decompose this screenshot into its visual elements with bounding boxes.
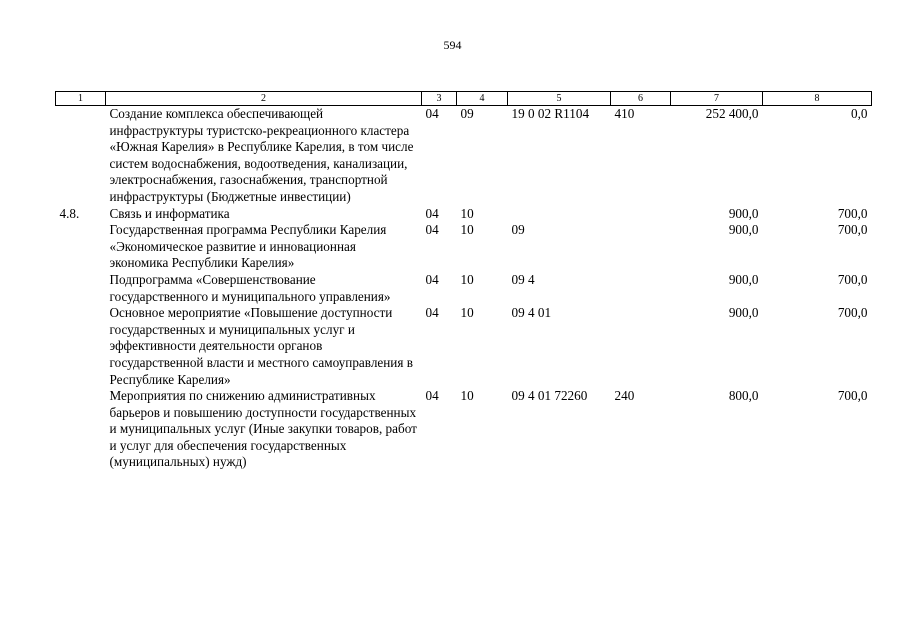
budget-table	[55, 91, 872, 471]
expense-type-code	[611, 305, 671, 388]
row-name: Мероприятия по снижению административных барьеров и повышению доступности государственных и муниципальных услуг (Иные закупки товаров, работ и услуг для обеспечения государственных (муниципальных) нужд)	[109, 388, 417, 470]
expense-type-code	[611, 222, 671, 272]
row-name: Государственная программа Республики Карелия «Экономическое развитие и инновационная экономика Республики Карелия»	[109, 222, 387, 271]
target-code: 19 0 02 R1104	[511, 106, 590, 121]
amount-col8: 700,0	[837, 388, 868, 404]
section-code: 04	[425, 106, 439, 121]
expense-type-code: 410	[614, 106, 635, 121]
subsection-code: 09	[460, 106, 474, 121]
amount-col7: 900,0	[728, 205, 759, 221]
section-code: 04	[425, 305, 439, 321]
subsection-code: 10	[460, 222, 474, 238]
table-row	[56, 206, 872, 223]
table-row	[56, 106, 872, 206]
row-name: Основное мероприятие «Повышение доступности государственных и муниципальных услуг и эффективности деятельности органов государственной власти и местного самоуправления в Республике Карелия»	[109, 305, 413, 387]
column-header: 3	[422, 92, 457, 106]
column-header: 4	[457, 92, 508, 106]
column-header: 5	[508, 92, 611, 106]
table-row	[56, 305, 872, 388]
column-header: 8	[763, 92, 872, 106]
amount-col8: 0,0	[851, 106, 868, 121]
table-row	[56, 388, 872, 471]
amount-col7: 900,0	[728, 305, 759, 321]
expense-type-code	[611, 272, 671, 305]
target-code: 09 4 01	[511, 305, 552, 321]
row-number	[56, 388, 106, 471]
amount-col7: 800,0	[728, 388, 759, 404]
section-code: 04	[425, 388, 439, 404]
amount-col7: 900,0	[728, 222, 759, 238]
row-name: Связь и информатика	[109, 205, 230, 221]
table-row	[56, 222, 872, 272]
column-header: 6	[611, 92, 671, 106]
amount-col8: 700,0	[837, 271, 868, 287]
row-number	[56, 222, 106, 272]
column-header: 2	[106, 92, 422, 106]
subsection-code: 10	[460, 305, 474, 321]
amount-col7: 252 400,0	[705, 106, 759, 121]
column-header: 7	[671, 92, 763, 106]
row-number	[56, 272, 106, 305]
page-number: 594	[443, 38, 462, 52]
section-code: 04	[425, 222, 439, 238]
target-code	[508, 206, 611, 223]
target-code: 09	[511, 222, 525, 238]
subsection-code: 10	[460, 388, 474, 404]
row-name: Подпрограмма «Совершенствование государственного и муниципального управления»	[109, 271, 391, 304]
table-header-row	[56, 92, 872, 106]
table-row	[56, 272, 872, 305]
subsection-code: 10	[460, 205, 474, 221]
row-number	[56, 305, 106, 388]
row-number	[56, 106, 106, 206]
section-code: 04	[425, 271, 439, 287]
target-code: 09 4 01 72260	[511, 388, 588, 404]
amount-col8: 700,0	[837, 205, 868, 221]
column-header: 1	[56, 92, 106, 106]
amount-col7: 900,0	[728, 271, 759, 287]
row-number: 4.8.	[59, 205, 80, 221]
subsection-code: 10	[460, 271, 474, 287]
amount-col8: 700,0	[837, 305, 868, 321]
section-code: 04	[425, 205, 439, 221]
expense-type-code: 240	[614, 388, 635, 404]
target-code: 09 4	[511, 271, 535, 287]
expense-type-code	[611, 206, 671, 223]
amount-col8: 700,0	[837, 222, 868, 238]
row-name: Создание комплекса обеспечивающей инфраструктуры туристско-рекреационного кластера «Южная Карелия» в Республике Карелия, в том числе систем водоснабжения, водоотведения, канализации, электроснабжения, газоснабжения, транспортной инфраструктуры (Бюджетные инвестиции)	[109, 106, 414, 204]
